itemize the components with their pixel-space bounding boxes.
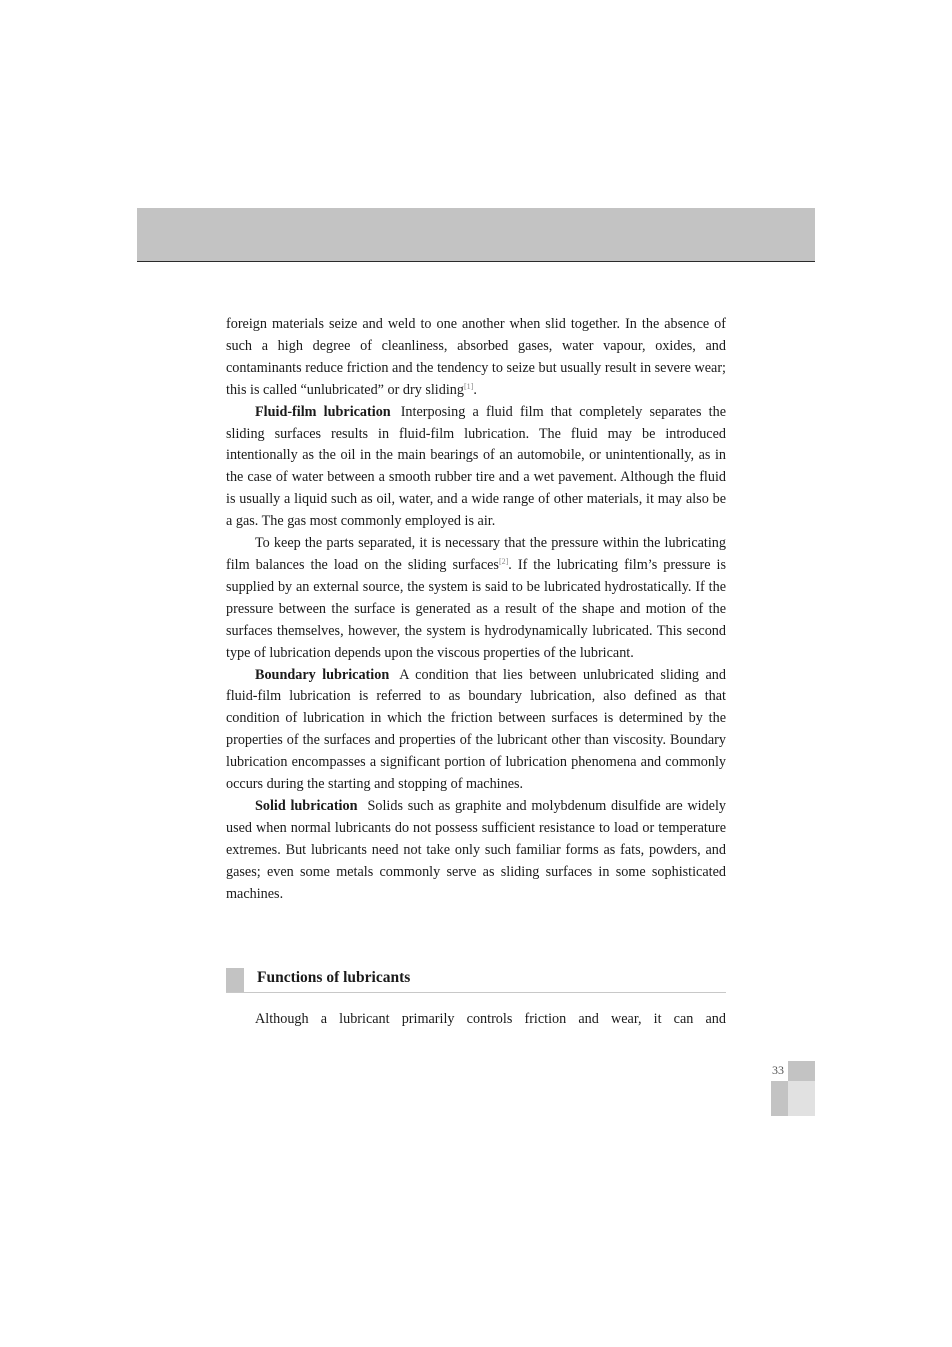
paragraph-solid bbox=[226, 796, 726, 906]
paragraph-text: foreign materials seize and weld to one another when slid together. In the absence of such a high degree of cleanliness, absorbed gases, water vapour, oxides, and contaminants reduce friction and the tendency to seize but usually result in severe wear; this is called “unlubricated” or dry sliding bbox=[226, 316, 726, 398]
paragraph-text: Interposing a fluid film that completely separates the sliding surfaces results in fluid-film lubrication. The fluid may be introduced intentionally as the oil in the main bearings of an automobile, or unintentionally, as in the case of water between a smooth rubber tire and a wet pavement. Although the fluid is usually a liquid such as oil, water, and a wide range of other materials, it may also be a gas. The gas most commonly employed is air. bbox=[226, 403, 727, 530]
paragraph-pressure bbox=[226, 533, 726, 664]
run-in-heading: Boundary lubrication bbox=[255, 666, 390, 683]
reference-marker: [2] bbox=[498, 556, 509, 566]
paragraph-text: To keep the parts separated, it is necessary that the pressure within the lubricating film balances the load on the sliding surfaces bbox=[226, 535, 726, 573]
corner-block-left bbox=[771, 1081, 788, 1116]
paragraph-text: Solids such as graphite and molybdenum disulfide are widely used when normal lubricants do not possess sufficient resistance to load or temperature extremes. But lubricants need not take only such familiar forms as fats, powders, and gases; even some metals commonly serve as sliding surfaces in some sophisticated machines. bbox=[226, 797, 726, 902]
paragraph-fluid-film bbox=[226, 402, 726, 533]
body-text bbox=[226, 314, 726, 905]
section-marker bbox=[226, 968, 244, 992]
run-in-heading: Fluid-film lubrication bbox=[255, 403, 391, 420]
section-heading bbox=[226, 968, 726, 993]
run-in-heading: Solid lubrication bbox=[255, 797, 358, 814]
header-band bbox=[137, 208, 815, 262]
paragraph-continuation bbox=[226, 314, 726, 402]
reference-marker: [1] bbox=[463, 381, 474, 391]
corner-block-top bbox=[788, 1061, 815, 1081]
page-corner-decoration bbox=[771, 1061, 815, 1116]
paragraph-text: A condition that lies between unlubricated sliding and fluid-film lubrication is referred to as boundary lubrication, also defined as that condition of lubrication in which the friction between surfaces is determined by the properties of the surfaces and properties of the lubricant other than viscosity. Boundary lubrication encompasses a significant portion of lubrication phenomena and commonly occurs during the starting and stopping of machines. bbox=[226, 666, 726, 793]
paragraph-text-after-ref: . bbox=[473, 381, 477, 398]
corner-block-right bbox=[788, 1081, 815, 1116]
section-first-line: Although a lubricant primarily controls friction and wear, it can and bbox=[255, 1011, 726, 1027]
page-number: 33 bbox=[772, 1063, 784, 1077]
paragraph-boundary bbox=[226, 665, 726, 796]
paragraph-text-after-ref: . If the lubricating film’s pressure is supplied by an external source, the system is said to be lubricated hydrostatically. If the pressure between the surface is generated as a result of the shape and motion of the surfaces themselves, however, the system is hydrodynamically lubricated. This second type of lubrication depends upon the viscous properties of the lubricant. bbox=[226, 556, 726, 661]
section-title: Functions of lubricants bbox=[257, 969, 411, 986]
